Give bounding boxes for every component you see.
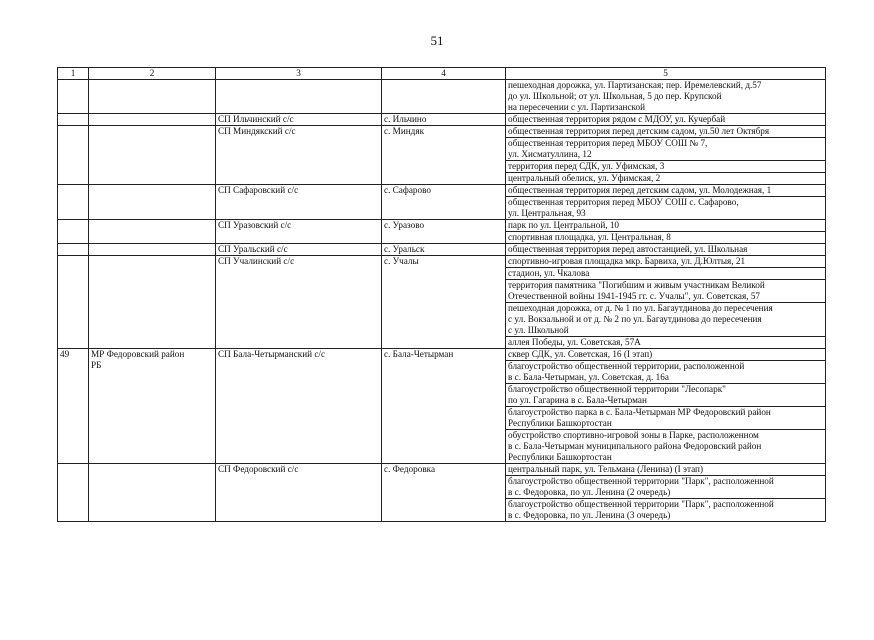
territory-line: общественная территория перед МБОУ СОШ № 7,	[508, 138, 708, 148]
territory-line: пешеходная дорожка, от д. № 1 по ул. Багаутдинова до пересечения	[508, 303, 773, 313]
village-cell	[382, 80, 506, 114]
row-number	[58, 244, 89, 256]
settlement-cell-line: СП Сафаровский с/с	[218, 185, 299, 195]
row-number: 49	[58, 349, 89, 464]
settlement-cell	[216, 185, 382, 220]
settlement-cell	[216, 464, 382, 522]
document-table	[57, 67, 826, 522]
settlement-cell	[216, 114, 382, 126]
territory-line: по ул. Гагарина в с. Бала-Четырман	[508, 395, 647, 405]
territory-line: спортивная площадка, ул. Центральная, 8	[508, 232, 671, 242]
territory-cell	[506, 464, 826, 476]
table-body	[58, 80, 826, 522]
table-row	[58, 349, 826, 361]
district-cell	[89, 244, 216, 256]
territory-cell	[506, 430, 826, 464]
district-cell	[89, 256, 216, 349]
territory-cell	[506, 361, 826, 384]
village-cell-line: с. Уральск	[384, 244, 425, 254]
territory-line: до ул. Школьной; от ул. Школьная, 5 до пер. Крупской	[508, 91, 722, 101]
territory-cell	[506, 499, 826, 522]
district-cell	[89, 220, 216, 244]
territory-line: на пересечении с ул. Партизанской	[508, 102, 646, 112]
table-row	[58, 114, 826, 126]
territory-cell	[506, 280, 826, 303]
territory-cell	[506, 349, 826, 361]
village-cell	[382, 220, 506, 244]
village-cell-line: с. Сафарово	[384, 185, 431, 195]
territory-cell	[506, 303, 826, 337]
settlement-cell-line: СП Уразовский с/с	[218, 220, 292, 230]
territory-line: стадион, ул. Чкалова	[508, 268, 590, 278]
territory-line: ул. Центральная, 93	[508, 208, 586, 218]
village-cell	[382, 464, 506, 522]
district-cell	[89, 114, 216, 126]
territory-line: общественная территория перед детским садом, ул. Молодежная, 1	[508, 185, 772, 195]
table-row	[58, 185, 826, 197]
settlement-cell	[216, 126, 382, 185]
row-number	[58, 114, 89, 126]
territory-line: общественная территория перед автостанцией, ул. Школьная	[508, 244, 748, 254]
table-row	[58, 126, 826, 138]
settlement-cell-line: СП Уральский с/с	[218, 244, 288, 254]
district-cell-line: РБ	[91, 360, 102, 370]
settlement-cell	[216, 244, 382, 256]
territory-line: Отечественной войны 1941-1945 гг. с. Учалы", ул. Советская, 57	[508, 291, 761, 301]
territory-line: благоустройство общественной территории "Лесопарк"	[508, 384, 726, 394]
territory-line: центральный обелиск, ул. Уфимская, 2	[508, 173, 661, 183]
territory-cell	[506, 220, 826, 232]
village-cell-line: с. Миндяк	[384, 126, 425, 136]
column-header: 5	[506, 68, 826, 80]
table-row	[58, 244, 826, 256]
settlement-cell	[216, 349, 382, 464]
territory-cell	[506, 476, 826, 499]
settlement-cell	[216, 220, 382, 244]
territory-cell	[506, 268, 826, 280]
district-cell	[89, 349, 216, 464]
table-row	[58, 220, 826, 232]
settlement-cell-line: СП Ильчинский с/с	[218, 114, 294, 124]
settlement-cell-line: СП Миндякский с/с	[218, 126, 296, 136]
territory-line: Республики Башкортостан	[508, 418, 612, 428]
territory-cell	[506, 197, 826, 220]
village-cell	[382, 126, 506, 185]
territory-line: с ул. Вокзальной и от д. № 2 по ул. Багаутдинова до пересечения	[508, 314, 762, 324]
territory-cell	[506, 138, 826, 161]
table-row	[58, 256, 826, 268]
territory-line: благоустройство общественной территории "Парк", расположенной	[508, 476, 774, 486]
table-header-row	[58, 68, 826, 80]
row-number	[58, 256, 89, 349]
village-cell-line: с. Учалы	[384, 256, 419, 266]
settlement-cell-line: СП Учалинский с/с	[218, 256, 295, 266]
village-cell-line: с. Уразово	[384, 220, 425, 230]
territory-cell	[506, 185, 826, 197]
territory-cell	[506, 407, 826, 430]
village-cell	[382, 244, 506, 256]
territory-cell	[506, 161, 826, 173]
village-cell	[382, 256, 506, 349]
territory-line: благоустройство парка в с. Бала-Четырман МР Федоровский район	[508, 407, 771, 417]
village-cell	[382, 114, 506, 126]
village-cell	[382, 185, 506, 220]
territory-line: центральный парк, ул. Тельмана (Ленина) (I этап)	[508, 464, 704, 474]
territory-cell	[506, 114, 826, 126]
row-number	[58, 126, 89, 185]
territory-line: сквер СДК, ул. Советская, 16 (I этап)	[508, 349, 653, 359]
territory-line: благоустройство общественной территории "Парк", расположенной	[508, 499, 774, 509]
territory-line: пешеходная дорожка, ул. Партизанская; пер. Иремелевский, д.57	[508, 80, 762, 90]
territory-cell	[506, 232, 826, 244]
column-header: 2	[89, 68, 216, 80]
district-cell-line: МР Федоровский район	[91, 349, 185, 359]
village-cell-line: с. Бала-Четырман	[384, 349, 454, 359]
district-cell	[89, 185, 216, 220]
territory-line: ул. Хисматуллина, 12	[508, 149, 592, 159]
territory-cell	[506, 337, 826, 349]
territory-cell	[506, 244, 826, 256]
district-cell	[89, 464, 216, 522]
row-number	[58, 464, 89, 522]
territory-line: общественная территория перед детским садом, ул.50 лет Октября	[508, 126, 770, 136]
territory-line: территория памятника "Погибшим и живым участникам Великой	[508, 280, 765, 290]
territory-line: аллея Победы, ул. Советская, 57А	[508, 337, 641, 347]
row-number	[58, 185, 89, 220]
district-cell	[89, 80, 216, 114]
territory-line: в с. Федоровка, по ул. Ленина (2 очередь)	[508, 487, 671, 497]
page-number: 51	[430, 33, 444, 48]
row-number	[58, 80, 89, 114]
territory-line: Республики Башкортостан	[508, 452, 612, 462]
column-header: 1	[58, 68, 89, 80]
village-cell-line: с. Ильчино	[384, 114, 427, 124]
territory-line: общественная территория рядом с МДОУ, ул. Кучербай	[508, 114, 726, 124]
territory-cell	[506, 256, 826, 268]
territory-cell	[506, 173, 826, 185]
district-cell	[89, 126, 216, 185]
village-cell	[382, 349, 506, 464]
table-row	[58, 464, 826, 476]
territory-line: спортивно-игровая площадка мкр. Барвиха, ул. Д.Юлтыя, 21	[508, 256, 746, 266]
territory-cell	[506, 126, 826, 138]
settlement-cell-line: СП Федоровский с/с	[218, 464, 299, 474]
territory-line: благоустройство общественной территории, расположенной	[508, 361, 745, 371]
row-number	[58, 220, 89, 244]
settlement-cell-line: СП Бала-Четырманский с/с	[218, 349, 326, 359]
territory-line: в с. Федоровка, по ул. Ленина (3 очередь)	[508, 510, 671, 520]
territory-cell	[506, 384, 826, 407]
village-cell-line: с. Федоровка	[384, 464, 436, 474]
territory-line: территория перед СДК, ул. Уфимская, 3	[508, 161, 665, 171]
column-header: 4	[382, 68, 506, 80]
territory-line: с ул. Школьной	[508, 325, 569, 335]
territory-line: парк по ул. Центральной, 10	[508, 220, 620, 230]
settlement-cell	[216, 256, 382, 349]
territory-cell	[506, 80, 826, 114]
territory-line: в с. Бала-Четырман муниципального района Федоровский район	[508, 441, 762, 451]
table-row	[58, 80, 826, 114]
settlement-cell	[216, 80, 382, 114]
territory-line: обустройство спортивно-игровой зоны в Парке, расположенном	[508, 430, 759, 440]
territory-line: в с. Бала-Четырман, ул. Советская, д. 16а	[508, 372, 669, 382]
column-header: 3	[216, 68, 382, 80]
territory-line: общественная территория перед МБОУ СОШ с. Сафарово,	[508, 197, 739, 207]
